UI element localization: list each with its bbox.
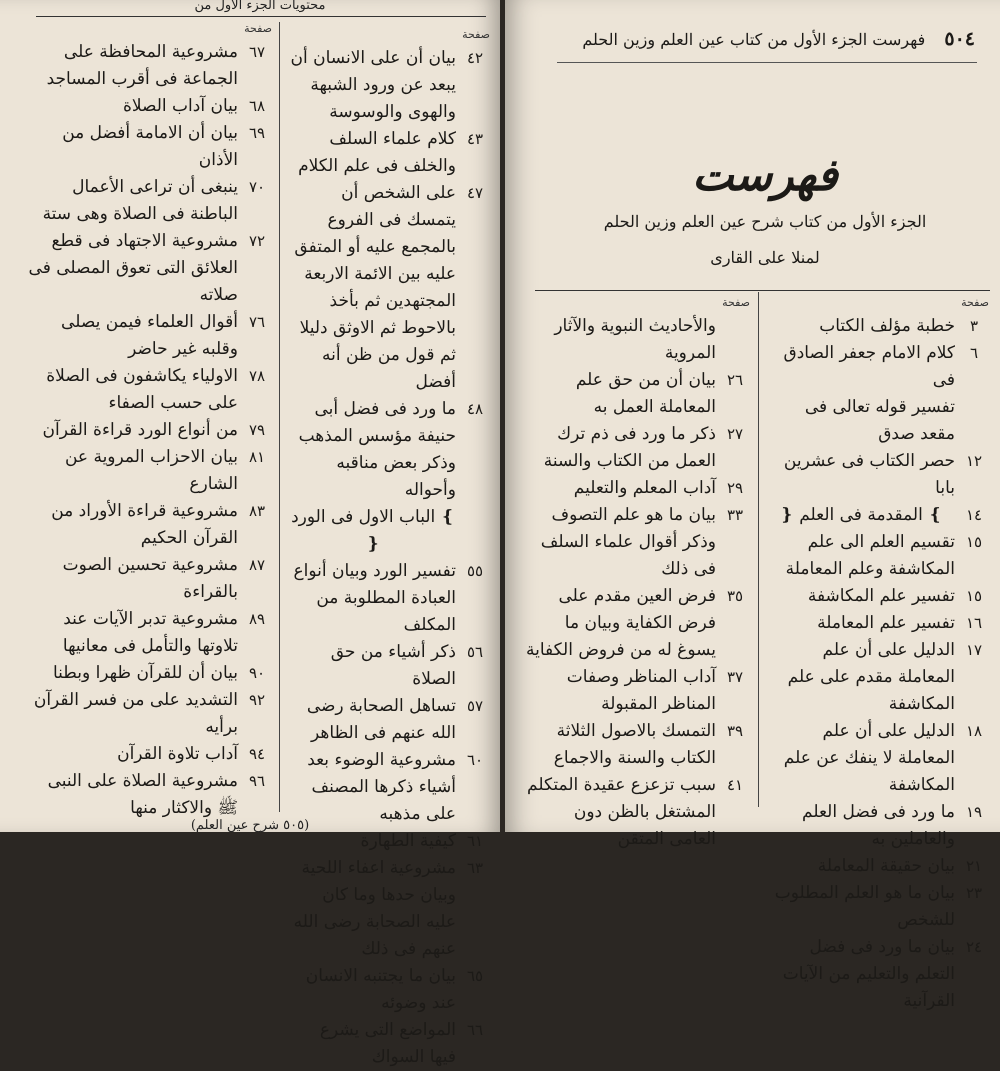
toc-title: الدليل على أن علم المعاملة لا ينفك عن علم المكاشفة: [783, 721, 955, 795]
toc-title: كلام الامام جعفر الصادق فى: [783, 343, 955, 390]
toc-page-number: ٢٦: [726, 371, 744, 389]
toc-entry: [767, 529, 989, 583]
toc-page-number: ٦٩: [248, 124, 266, 142]
toc-list: [525, 313, 750, 853]
toc-title: تفسير علم المعاملة: [817, 613, 955, 633]
toc-page-number: ٦١: [466, 832, 484, 850]
toc-page-number: ٦: [969, 344, 979, 362]
toc-list: [24, 39, 272, 822]
toc-page-number: ٥٦: [466, 643, 484, 661]
index-title: فهرست: [692, 150, 838, 201]
toc-entry: [290, 693, 490, 747]
toc-page-number: ٥٥: [466, 562, 484, 580]
toc-entry: [525, 583, 750, 664]
toc-title: والأحاديث النبوية والآثار المروية: [554, 316, 716, 363]
index-subtitle: الجزء الأول من كتاب شرح عين العلم وزين الحلم: [603, 212, 927, 231]
toc-entry: [290, 558, 490, 639]
left-page: [0, 0, 500, 1067]
toc-title: كيفية الطهارة: [360, 831, 456, 851]
toc-title: ذكر ما ورد فى ذم ترك العمل من الكتاب والسنة: [543, 424, 716, 471]
toc-page-number: ٦٣: [466, 859, 484, 877]
toc-entry: [24, 93, 272, 120]
toc-title: آداب المعلم والتعليم: [573, 478, 716, 498]
toc-title: تفسير الورد وبيان أنواع العبادة المطلوبة من المكلف: [293, 561, 456, 635]
left-page-left-column: [24, 22, 272, 822]
toc-page-number: ٢١: [965, 857, 983, 875]
toc-list: [290, 45, 490, 1071]
toc-entry: [290, 45, 490, 126]
toc-title: بيان أن من حق علم المعاملة العمل به: [575, 370, 716, 417]
toc-page-number: ٨١: [248, 448, 266, 466]
right-header-rule: [557, 62, 977, 63]
toc-list: [767, 313, 989, 1015]
toc-page-number: ٢٩: [726, 479, 744, 497]
right-page-left-column: [525, 296, 750, 853]
toc-entry: [525, 718, 750, 772]
toc-page-number: ٧٦: [248, 313, 266, 331]
toc-title: بيان الاحزاب المروية عن الشارع: [64, 447, 238, 494]
toc-page-number: ٣: [969, 317, 979, 335]
toc-entry: [767, 718, 989, 799]
toc-page-number: ٩٦: [248, 772, 266, 790]
toc-page-number: ٦٠: [466, 751, 484, 769]
toc-title: أقوال العلماء فيمن يصلى وقلبه غير حاضر: [61, 312, 238, 359]
toc-page-number: ٣٣: [726, 506, 744, 524]
toc-title: مشروعية تحسين الصوت بالقراءة: [62, 555, 238, 602]
toc-page-number: ٢٧: [726, 425, 744, 443]
toc-entry: [24, 174, 272, 228]
toc-entry: [24, 552, 272, 606]
toc-page-number: ٤١: [726, 776, 744, 794]
toc-entry: [290, 1017, 490, 1071]
toc-title: مشروعية الاجتهاد فى قطع العلائق التى تعوق المصلى فى صلاته: [28, 231, 238, 305]
toc-page-number: ٦٦: [466, 1021, 484, 1039]
toc-title: ذكر أشياء من حق الصلاة: [330, 642, 456, 689]
toc-entry: [767, 637, 989, 718]
toc-entry: [290, 342, 490, 396]
toc-page-number: ٨٣: [248, 502, 266, 520]
toc-entry: [24, 39, 272, 93]
toc-page-number: ١٥: [965, 587, 983, 605]
toc-entry: [24, 768, 272, 822]
toc-page-number: ١٨: [965, 722, 983, 740]
toc-entry: [767, 610, 989, 637]
toc-title: مشروعية تدبر الآيات عند تلاوتها والتأمل فى معانيها: [62, 609, 238, 656]
page-column-label: صفحة: [722, 296, 750, 309]
toc-title: مشروعية الصلاة على النبى ﷺ والاكثار منها: [47, 771, 238, 818]
left-running-head: محتويات الجزء الاول من: [194, 0, 326, 13]
toc-title: آداب المناظر وصفات المناظر المقبولة: [566, 667, 716, 714]
toc-title: ما ورد فى فضل أبى حنيفة مؤسس المذهب وذكر بعض مناقبه وأحواله: [298, 399, 456, 500]
toc-title: تفسير قوله تعالى فى مقعد صدق: [804, 397, 955, 444]
toc-title: مشروعية قراءة الأوراد من القرآن الحكيم: [51, 501, 238, 548]
toc-page-number: ٤٣: [466, 130, 484, 148]
section-heading: [767, 502, 989, 529]
toc-page-number: ٧٢: [248, 232, 266, 250]
toc-title: بيان أن للقرآن ظهرا وبطنا: [52, 663, 238, 683]
toc-title: كلام علماء السلف والخلف فى علم الكلام: [298, 129, 456, 176]
toc-page-number: ٧٠: [248, 178, 266, 196]
toc-entry: [767, 583, 989, 610]
toc-title: مشروعية المحافظة على الجماعة فى أقرب المساجد: [46, 42, 238, 89]
toc-entry: [24, 120, 272, 174]
toc-title: من أنواع الورد قراءة القرآن: [42, 420, 238, 440]
running-head-text: فهرست الجزء الأول من كتاب عين العلم وزين الحلم: [582, 30, 926, 49]
right-running-head: [565, 28, 975, 58]
toc-title: تساهل الصحابة رضى الله عنهم فى الظاهر: [306, 696, 456, 743]
toc-title: بيان ما هو علم التصوف وذكر أقوال علماء السلف فى ذلك: [540, 505, 716, 579]
toc-page-number: ١٢: [965, 452, 983, 470]
toc-page-number: ١٤: [965, 506, 983, 524]
toc-title: بيان ما ورد فى فضل التعلم والتعليم من الآيات القرآنية: [782, 937, 955, 1011]
toc-page-number: ٤٨: [466, 400, 484, 418]
right-page-right-column: [767, 296, 989, 1015]
toc-entry: [290, 828, 490, 855]
toc-entry: [290, 639, 490, 693]
toc-entry: [767, 340, 989, 394]
page-column-label: صفحة: [462, 28, 490, 41]
toc-page-number: ٤٢: [466, 49, 484, 67]
toc-title: سبب تزعزع عقيدة المتكلم المشتغل بالظن دون العامى المتقن: [527, 775, 716, 849]
toc-page-number: ١٦: [965, 614, 983, 632]
toc-page-number: ٣٩: [726, 722, 744, 740]
toc-entry: [767, 448, 989, 502]
toc-page-number: ٥٧: [466, 697, 484, 715]
toc-title: ❵ الباب الاول فى الورد ❴: [290, 504, 456, 558]
toc-title: المواضع التى يشرع فيها السواك: [319, 1020, 456, 1067]
left-column-divider: [279, 22, 280, 812]
page-column-label: صفحة: [961, 296, 989, 309]
toc-title: الدليل على أن علم المعاملة مقدم على علم المكاشفة: [787, 640, 955, 714]
index-author: لمنلا على القارى: [710, 248, 820, 267]
toc-entry: [525, 772, 750, 853]
toc-page-number: ٦٧: [248, 43, 266, 61]
toc-entry: [24, 309, 272, 363]
toc-page-number: ٣٧: [726, 668, 744, 686]
toc-entry: [24, 444, 272, 498]
toc-title: ثم قول من ظن أنه أفضل: [321, 345, 456, 392]
right-column-divider: [758, 292, 759, 807]
toc-entry: [290, 855, 490, 963]
page-column-label: صفحة: [244, 22, 272, 35]
page-number: ٥٠٤: [944, 28, 975, 50]
right-page: [505, 0, 1000, 1011]
toc-entry: [767, 880, 989, 934]
toc-title: تقسيم العلم الى علم المكاشفة وعلم المعاملة: [785, 532, 955, 579]
toc-title: الاولياء يكاشفون فى الصلاة على حسب الصفاء: [46, 366, 238, 413]
toc-entry: [290, 963, 490, 1017]
toc-entry: [767, 313, 989, 340]
toc-title: فرض العين مقدم على فرض الكفاية وبيان ما يسوغ له من فروض الكفاية: [526, 586, 716, 660]
toc-title: ما ورد فى فضل العلم والعاملين به: [802, 802, 955, 849]
left-footer-text: (٥٠٥ شرح عين العلم): [190, 818, 310, 832]
toc-entry: [525, 313, 750, 367]
toc-page-number: ٧٨: [248, 367, 266, 385]
toc-entry: [24, 741, 272, 768]
toc-page-number: ٨٩: [248, 610, 266, 628]
toc-title: حصر الكتاب فى عشرين بابا: [783, 451, 955, 498]
toc-title: التشديد على من فسر القرآن برأيه: [33, 690, 238, 737]
toc-title: بيان حقيقة المعاملة: [817, 856, 955, 876]
toc-entry: [24, 498, 272, 552]
toc-entry: [290, 396, 490, 504]
toc-page-number: ٢٣: [965, 884, 983, 902]
toc-entry: [525, 367, 750, 421]
toc-title: مشروعية الوضوء بعد أشياء ذكرها المصنف على مذهبه: [307, 750, 456, 824]
toc-page-number: ٦٨: [248, 97, 266, 115]
toc-entry: [24, 687, 272, 741]
toc-page-number: ٣٥: [726, 587, 744, 605]
toc-title: ❵ المقدمة فى العلم ❴: [767, 502, 955, 529]
section-heading: [290, 504, 490, 558]
toc-title: خطبة مؤلف الكتاب: [819, 316, 955, 336]
toc-page-number: ١٥: [965, 533, 983, 551]
toc-page-number: ٧٩: [248, 421, 266, 439]
toc-title: تفسير علم المكاشفة: [807, 586, 955, 606]
toc-entry: [24, 606, 272, 660]
toc-page-number: ٢٤: [965, 938, 983, 956]
toc-page-number: ٤٧: [466, 184, 484, 202]
toc-title: بيان أن على الانسان أن يبعد عن ورود الشبهة والهوى والوسوسة: [290, 48, 456, 122]
toc-entry: [525, 502, 750, 583]
toc-entry: [767, 394, 989, 448]
toc-entry: [24, 363, 272, 417]
toc-entry: [767, 853, 989, 880]
toc-entry: [525, 421, 750, 475]
toc-entry: [24, 417, 272, 444]
toc-title: بيان أن الامامة أفضل من الأذان: [62, 123, 238, 170]
left-header-rule: [36, 16, 486, 17]
toc-entry: [24, 228, 272, 309]
left-page-right-column: [290, 28, 490, 1071]
toc-title: بيان ما هو العلم المطلوب للشخص: [774, 883, 955, 930]
toc-entry: [290, 180, 490, 342]
toc-page-number: ١٩: [965, 803, 983, 821]
toc-title: التمسك بالاصول الثلاثة الكتاب والسنة والاجماع: [553, 721, 716, 768]
toc-page-number: ٦٥: [466, 967, 484, 985]
toc-entry: [767, 934, 989, 1015]
toc-title: بيان آداب الصلاة: [122, 96, 238, 116]
toc-page-number: ٨٧: [248, 556, 266, 574]
toc-page-number: ٩٤: [248, 745, 266, 763]
toc-title: بيان ما يجتنبه الانسان عند وضوئه: [305, 966, 456, 1013]
toc-title: على الشخص أن يتمسك فى الفروع بالمجمع عليه أو المتفق عليه بين الائمة الاربعة المجتهدين ثم بأخذ بالاحوط ثم الاوثق دليلا: [294, 183, 456, 338]
toc-entry: [525, 475, 750, 502]
title-rule: [535, 290, 990, 291]
toc-entry: [290, 126, 490, 180]
toc-entry: [24, 660, 272, 687]
toc-page-number: ٩٢: [248, 691, 266, 709]
toc-entry: [767, 799, 989, 853]
toc-page-number: ٩٠: [248, 664, 266, 682]
toc-entry: [290, 747, 490, 828]
toc-entry: [525, 664, 750, 718]
toc-title: ينبغى أن تراعى الأعمال الباطنة فى الصلاة وهى ستة: [42, 177, 238, 224]
toc-page-number: ١٧: [965, 641, 983, 659]
toc-title: مشروعية اعفاء اللحية وبيان حدها وما كان عليه الصحابة رضى الله عنهم فى ذلك: [293, 858, 456, 959]
toc-title: آداب تلاوة القرآن: [117, 744, 238, 764]
